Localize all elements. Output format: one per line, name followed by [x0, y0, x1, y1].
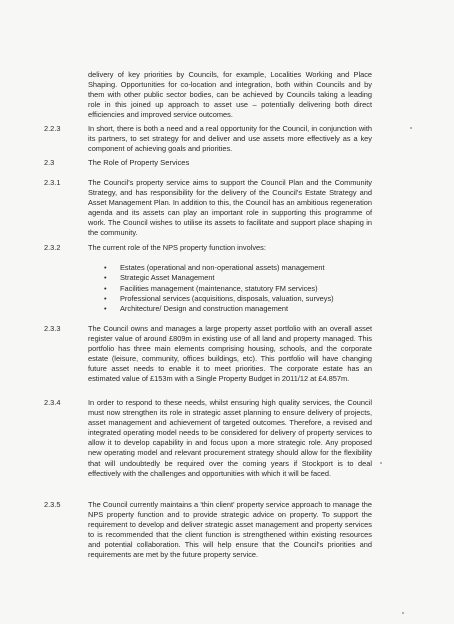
section-number-2-3-5: 2.3.5: [44, 500, 61, 509]
list-item: • Architecture/ Design and construction management: [104, 304, 374, 314]
scan-speck: [410, 127, 412, 129]
paragraph-2-3-3: The Council owns and manages a large property asset portfolio with an overall asset register value of around £809m in existing use of all land and property managed. This portfolio has three main elements comprising housing, schools, and the corporate estate (leisure, community, offices buildings, etc). This portfolio will have changing future asset needs to enable it to meet priorities. The corporate estate has an estimated value of £153m with a Single Property Budget in 2011/12 at £4.857m.: [88, 324, 372, 384]
list-item: • Strategic Asset Management: [104, 273, 374, 283]
scan-speck: [380, 462, 382, 464]
scan-speck: [402, 612, 404, 614]
paragraph-2-3-5: The Council currently maintains a 'thin client' property service approach to manage the NPS property function and to provide strategic advice on property. To support the requirement to develop and deliver strategic asset management and property services to is recommended that the client function is strengthened within existing resources and potential collaboration. This will help ensure that the Council's priorities and requirements are met by the future property service.: [88, 500, 372, 560]
section-number-2-3-2: 2.3.2: [44, 243, 61, 252]
paragraph-2-3-2: The current role of the NPS property function involves:: [88, 243, 266, 252]
section-heading-2-3: The Role of Property Services: [88, 158, 190, 167]
paragraph-2-3-4: In order to respond to these needs, whilst ensuring high quality services, the Council must now strengthen its role in strategic asset planning to ensure delivery of projects, asset management and achievement of targeted outcomes. Therefore, a revised and integrated operating model needs to be considered for delivery of property services to allow it to develop capability in and focus upon a more strategic role. Any proposed new operating model and relevant procurement strategy should allow for the flexibility that will undoubtedly be required over the coming years if Stockport is to deal effectively with the challenges and opportunities with which it will be faced.: [88, 398, 372, 478]
property-function-list: [104, 263, 374, 314]
intro-paragraph: delivery of key priorities by Councils, for example, Localities Working and Place Shaping. Opportunities for co-location and integration, both within Councils and by them with other public sector bodies, can be achieved by Councils taking a leading role in this joined up approach to asset use – potentially delivering both direct efficiencies and improved service outcomes.: [88, 70, 372, 120]
section-number-2-2-3: 2.2.3: [44, 124, 61, 133]
list-item: • Facilities management (maintenance, statutory FM services): [104, 284, 374, 294]
section-number-2-3: 2.3: [44, 158, 55, 167]
section-number-2-3-3: 2.3.3: [44, 324, 61, 333]
list-item: • Professional services (acquisitions, disposals, valuation, surveys): [104, 294, 374, 304]
section-number-2-3-4: 2.3.4: [44, 398, 61, 407]
paragraph-2-2-3: In short, there is both a need and a real opportunity for the Council, in conjunction with its partners, to set strategy for and deliver and use assets more effectively as a key component of achieving goals and priorities.: [88, 124, 372, 154]
list-item: • Estates (operational and non-operational assets) management: [104, 263, 374, 273]
paragraph-2-3-1: The Council's property service aims to support the Council Plan and the Community Strategy, and has responsibility for the delivery of the Council's Estate Strategy and Asset Management Plan. In addition to this, the Council has an ambitious regeneration agenda and its assets can play an important role in supporting this programme of work. The Council wishes to utilise its assets to facilitate and support place shaping in the community.: [88, 178, 372, 238]
section-number-2-3-1: 2.3.1: [44, 178, 61, 187]
